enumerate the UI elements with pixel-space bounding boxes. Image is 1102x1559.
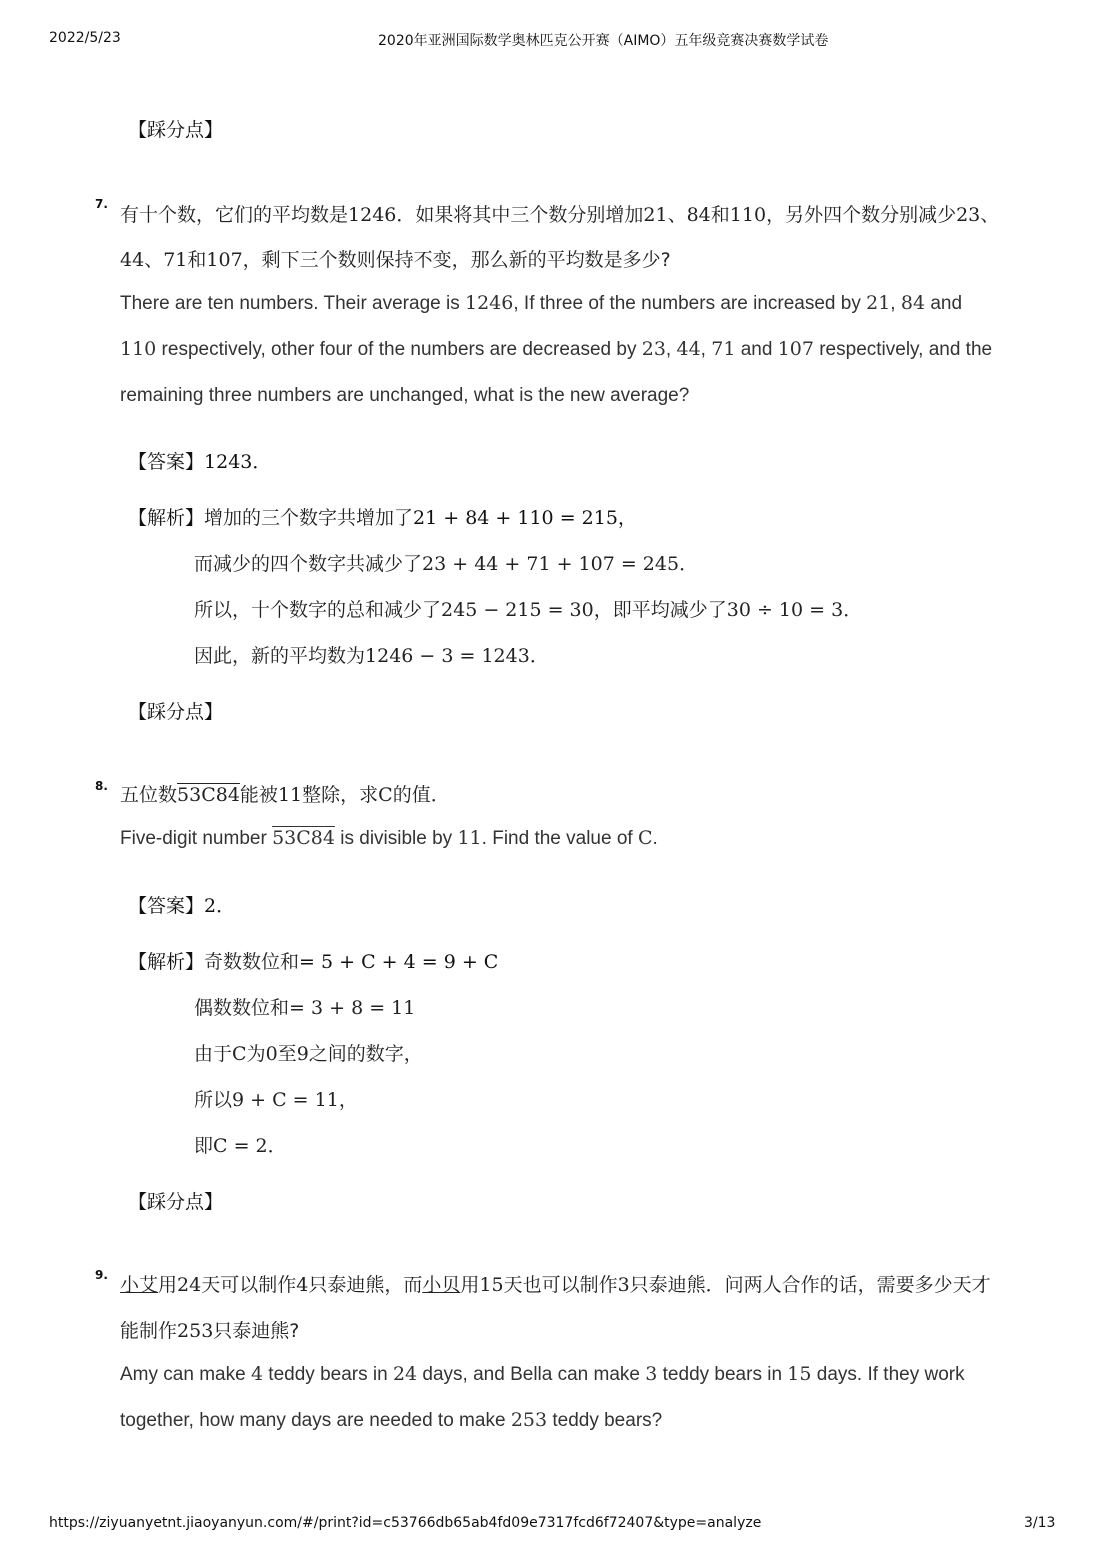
- question-9-en-line-2: together, how many days are needed to make 253 teddy bears?: [120, 1409, 663, 1431]
- answer-value: 2．: [204, 895, 236, 917]
- question-7-en-line-2: 110 respectively, other four of the numbers are decreased by 23, 44, 71 and 107 respectively, and the: [120, 338, 993, 360]
- analysis-line: 偶数数位和= 3 + 8 = 11: [194, 997, 416, 1019]
- scoring-label: 【踩分点】: [128, 1191, 224, 1213]
- footer-url-link[interactable]: https://ziyuanyetnt.jiaoyanyun.com/#/print?id=c53766db65ab4fd09e7317fcd6f72407&type=analyze: [49, 1515, 762, 1531]
- answer-row: [128, 891, 235, 918]
- question-9-cn-line-2: 能制作253只泰迪熊?: [120, 1320, 300, 1342]
- analysis-line: 由于C为0至9之间的数字，: [194, 1043, 423, 1065]
- scoring-label: 【踩分点】: [128, 701, 224, 723]
- analysis-label: 【解析】: [128, 951, 205, 973]
- question-7-cn-line-2: 44、71和107，剩下三个数则保持不变，那么新的平均数是多少?: [120, 249, 671, 271]
- question-9-en-line-1: Amy can make 4 teddy bears in 24 days, and Bella can make 3 teddy bears in 15 days. If they work: [120, 1363, 965, 1385]
- analysis-line: 而减少的四个数字共减少了23 + 44 + 71 + 107 = 245．: [194, 553, 699, 575]
- question-number: 9.: [95, 1268, 108, 1282]
- question-9-cn-line-1: 小艾用24天可以制作4只泰迪熊，而小贝用15天也可以制作3只泰迪熊．问两人合作的话，需要多少天才: [120, 1274, 991, 1296]
- answer-label: 【答案】: [128, 895, 205, 917]
- person-name: 小艾: [120, 1274, 159, 1296]
- answer-value: 1243．: [204, 451, 272, 473]
- answer-label: 【答案】: [128, 451, 205, 473]
- question-7-en-line-3: remaining three numbers are unchanged, what is the new average?: [120, 385, 690, 406]
- analysis-row: 【解析】增加的三个数字共增加了21 + 84 + 110 = 215，: [128, 507, 637, 529]
- question-number: 7.: [95, 197, 108, 211]
- print-date: 2022/5/23: [49, 30, 121, 46]
- page-number: 3/13: [1024, 1515, 1056, 1531]
- question-number: 8.: [95, 779, 108, 793]
- question-7-en-line-1: There are ten numbers. Their average is 1246, If three of the numbers are increased by 21, 84 and: [120, 292, 963, 314]
- answer-row: [128, 447, 271, 474]
- analysis-line: 所以，十个数字的总和减少了245 − 215 = 30，即平均减少了30 ÷ 10 = 3．: [194, 599, 863, 621]
- analysis-line: 因此，新的平均数为1246 − 3 = 1243．: [194, 645, 549, 667]
- person-name: 小贝: [422, 1274, 461, 1296]
- question-8-en-line-1: Five-digit number 53C84 is divisible by 11. Find the value of C.: [120, 827, 658, 849]
- document-title: 2020年亚洲国际数学奥林匹克公开赛（AIMO）五年级竞赛决赛数学试卷: [378, 33, 829, 49]
- question-7-cn-line-1: 有十个数，它们的平均数是1246．如果将其中三个数分别增加21、84和110，另外四个数分别减少23、: [120, 204, 1000, 226]
- scoring-label: 【踩分点】: [128, 119, 224, 141]
- question-8-cn-line-1: 五位数53C84能被11整除，求C的值．: [120, 784, 450, 806]
- analysis-label: 【解析】: [128, 507, 205, 529]
- analysis-row: 【解析】奇数数位和= 5 + C + 4 = 9 + C: [128, 951, 499, 973]
- analysis-line: 所以9 + C = 11，: [194, 1089, 358, 1111]
- analysis-line: 即C = 2．: [194, 1135, 287, 1157]
